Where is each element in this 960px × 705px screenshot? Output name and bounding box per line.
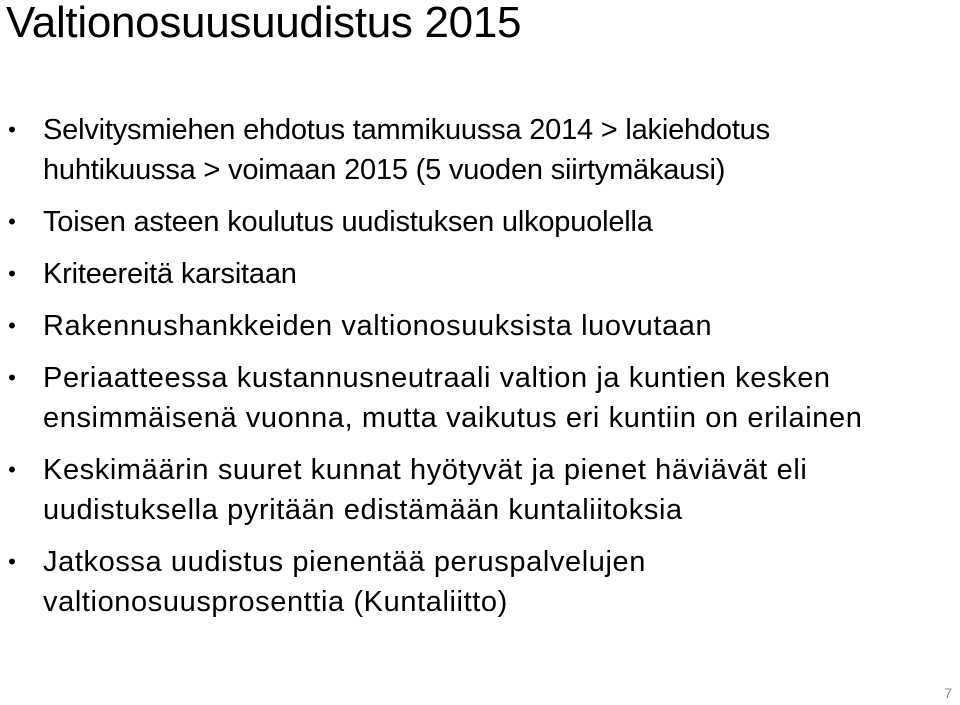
bullet-icon: • [8,549,16,574]
bullet-icon: • [8,313,16,338]
bullet-item [0,110,960,190]
bullet-text: Keskimäärin suuret kunnat hyötyvät ja pienet häviävät eli uudistuksella pyritään edistämään kuntaliitoksia [43,454,808,526]
slide-title: Valtionosuusuudistus 2015 [6,0,522,47]
bullet-text: Kriteereitä karsitaan [43,258,297,290]
bullet-icon: • [8,117,16,142]
bullet-text: Jatkossa uudistus pienentää peruspalvelujen valtionosuusprosenttia (Kuntaliitto) [43,546,646,618]
bullet-list [0,110,960,634]
bullet-icon: • [8,261,16,286]
bullet-text: Selvitysmiehen ehdotus tammikuussa 2014 > lakiehdotus huhtikuussa > voimaan 2015 (5 vuoden siirtymäkausi) [43,114,770,186]
bullet-text: Periaatteessa kustannusneutraali valtion ja kuntien kesken ensimmäisenä vuonna, mutta vaikutus eri kuntiin on erilainen [43,362,863,434]
bullet-item [0,306,960,346]
bullet-item [0,202,960,242]
bullet-icon: • [8,365,16,390]
bullet-item [0,358,960,438]
bullet-icon: • [8,457,16,482]
bullet-item [0,542,960,622]
page-number: 7 [944,685,952,701]
bullet-text: Rakennushankkeiden valtionosuuksista luovutaan [43,310,713,342]
bullet-item [0,254,960,294]
bullet-icon: • [8,209,16,234]
bullet-text: Toisen asteen koulutus uudistuksen ulkopuolella [43,206,653,238]
bullet-item [0,450,960,530]
